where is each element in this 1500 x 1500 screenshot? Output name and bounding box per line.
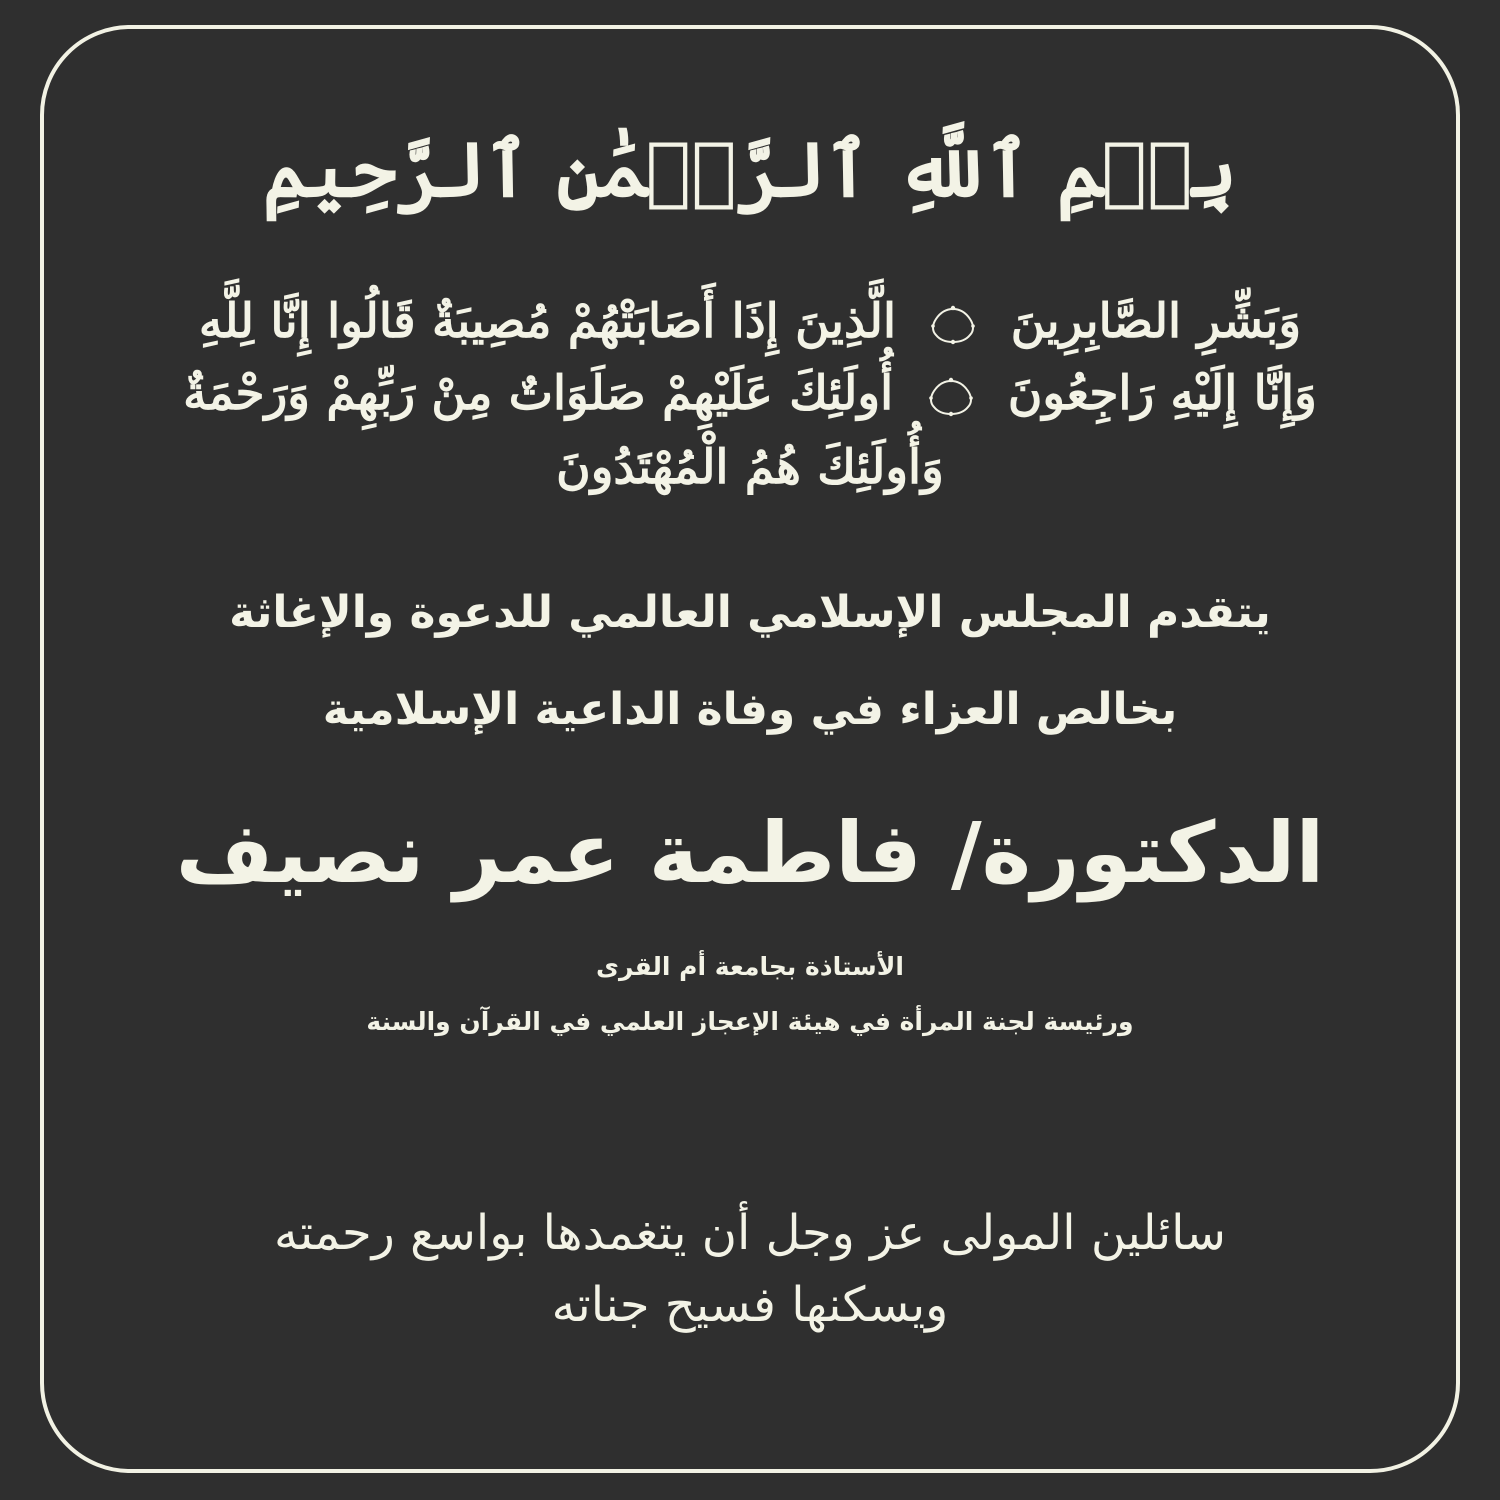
- prayer-line-1: سائلين المولى عز وجل أن يتغمدها بواسع رحمته: [274, 1205, 1226, 1261]
- verse-line-2-part-b: أُولَئِكَ عَلَيْهِمْ صَلَوَاتٌ مِنْ رَبِّهِمْ وَرَحْمَةٌ: [183, 366, 894, 421]
- verse-line-1-part-a: وَبَشِّرِ الصَّابِرِينَ: [1010, 294, 1302, 349]
- quran-verse-line-3: وَأُولَئِكَ هُمُ الْمُهْتَدُونَ: [556, 440, 944, 495]
- ayah-end-ornament-icon: [930, 305, 976, 345]
- quran-verse-line-2: [0, 362, 1500, 426]
- intro-line-1: يتقدم المجلس الإسلامي العالمي للدعوة والإغاثة: [229, 587, 1271, 638]
- intro-line-2: بخالص العزاء في وفاة الداعية الإسلامية: [322, 684, 1178, 735]
- basmala-calligraphy: بِسۡمِ ٱللَّهِ ٱلرَّحۡمَٰنِ ٱلرَّحِيمِ: [262, 125, 1238, 214]
- ayah-end-ornament-icon: [928, 377, 974, 417]
- prayer-line-2: ويسكنها فسيح جناته: [551, 1277, 949, 1333]
- verse-line-2-part-a: وَإِنَّا إِلَيْهِ رَاجِعُونَ: [1007, 366, 1317, 421]
- deceased-name: الدكتورة/ فاطمة عمر نصيف: [175, 804, 1325, 902]
- title-line-1: الأستاذة بجامعة أم القرى: [596, 952, 904, 981]
- quran-verse-line-1: [0, 290, 1500, 354]
- title-line-2: ورئيسة لجنة المرأة في هيئة الإعجاز العلمي في القرآن والسنة: [366, 1007, 1134, 1036]
- verse-line-1-part-b: الَّذِينَ إِذَا أَصَابَتْهُمْ مُصِيبَةٌ قَالُوا إِنَّا لِلَّهِ: [198, 294, 896, 349]
